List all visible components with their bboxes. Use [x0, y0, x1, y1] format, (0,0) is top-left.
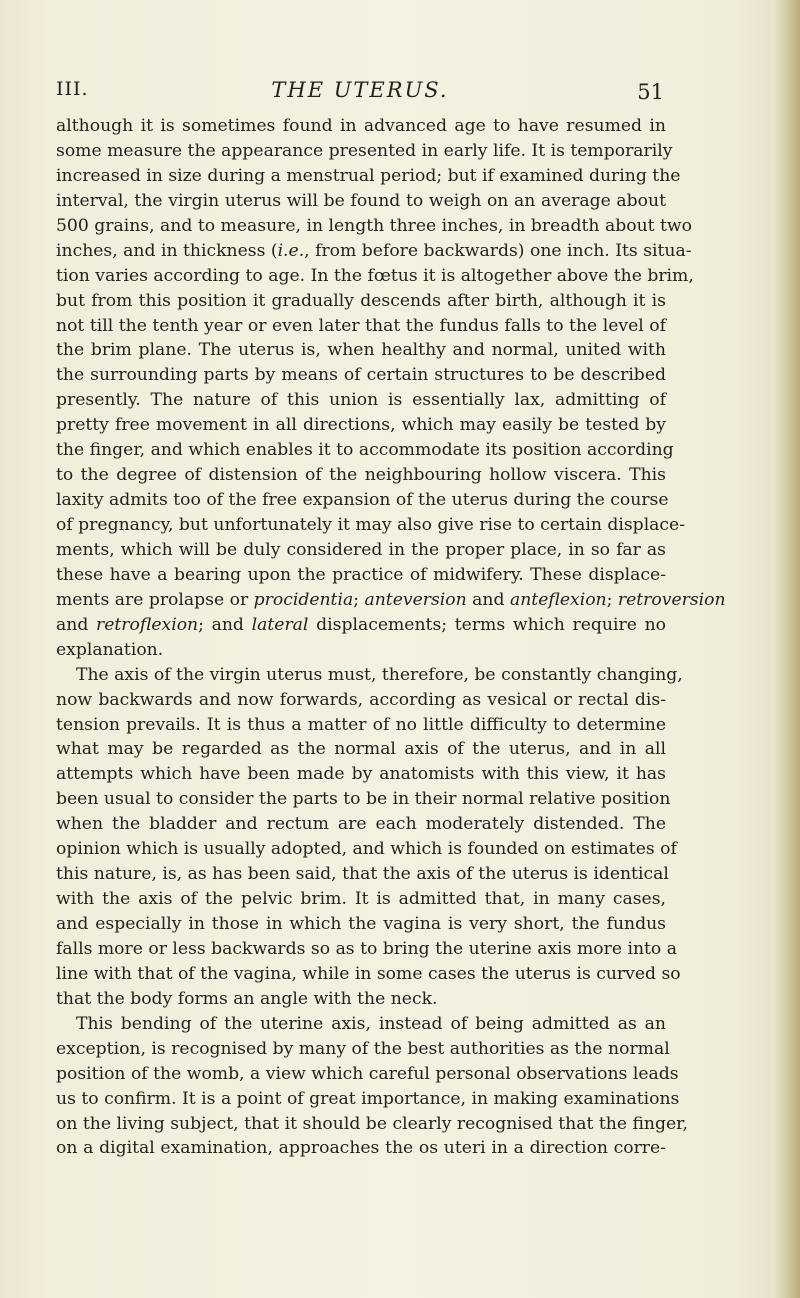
text-line: increased in size during a menstrual period; but if examined during the — [56, 165, 681, 186]
page-edge-shadow — [774, 0, 800, 1298]
text-line: tion varies according to age. In the fœtus it is altogether above the brim, — [56, 265, 694, 286]
text-line: opinion which is usually adopted, and which is founded on estimates of — [56, 839, 677, 860]
text-line: on the living subject, that it should be clearly recognised that the finger, — [56, 1113, 688, 1134]
text-line: attempts which have been made by anatomists with this view, it has — [56, 764, 666, 785]
text-line: This bending of the uterine axis, instead of being admitted as an — [76, 1013, 666, 1034]
text-line: with the axis of the pelvic brim. It is admitted that, in many cases, — [56, 889, 666, 910]
text-line: been usual to consider the parts to be in their normal relative position — [56, 789, 671, 810]
chapter-number: III. — [56, 78, 89, 100]
running-title: THE UTERUS. — [271, 78, 449, 102]
text-line: when the bladder and rectum are each moderately distended. The — [56, 814, 666, 835]
text-line: these have a bearing upon the practice of midwifery. These displace- — [56, 564, 666, 585]
text-line: tension prevails. It is thus a matter of no little difficulty to determine — [56, 714, 666, 735]
text-line: some measure the appearance presented in early life. It is temporarily — [56, 140, 673, 161]
text-line: that the body forms an angle with the neck. — [56, 988, 438, 1009]
text-line: to the degree of distension of the neighbouring hollow viscera. This — [56, 465, 666, 486]
text-line: the brim plane. The uterus is, when healthy and normal, united with — [56, 340, 666, 361]
text-line: exception, is recognised by many of the best authorities as the normal — [56, 1038, 670, 1059]
text-line: interval, the virgin uterus will be found to weigh on an average about — [56, 190, 666, 211]
text-line: 500 grains, and to measure, in length three inches, in breadth about two — [56, 215, 692, 236]
body-text — [56, 114, 726, 1161]
text-line: and retroflexion; and lateral displacements; terms which require no — [56, 614, 666, 635]
text-line: falls more or less backwards so as to bring the uterine axis more into a — [56, 938, 677, 959]
text-line: The axis of the virgin uterus must, therefore, be constantly changing, — [76, 664, 683, 685]
page-number: 51 — [637, 80, 664, 104]
text-line: of pregnancy, but unfortunately it may also give rise to certain displace- — [56, 515, 686, 535]
text-line: inches, and in thickness (i.e., from before backwards) one inch. Its situa- — [56, 240, 692, 261]
text-line: now backwards and now forwards, according as vesical or rectal dis- — [56, 689, 666, 710]
text-line: laxity admits too of the free expansion of the uterus during the course — [56, 490, 669, 511]
text-line: position of the womb, a view which careful personal observations leads — [56, 1063, 679, 1084]
text-line: explanation. — [56, 639, 164, 660]
text-line: this nature, is, as has been said, that the axis of the uterus is identical — [56, 864, 669, 885]
text-line: the finger, and which enables it to accommodate its position according — [56, 440, 674, 461]
text-line: on a digital examination, approaches the os uteri in a direction corre- — [56, 1138, 666, 1159]
text-line: us to confirm. It is a point of great importance, in making examinations — [56, 1088, 680, 1109]
text-line: ments are prolapse or procidentia; anteversion and anteflexion; retroversion — [56, 589, 726, 610]
text-line: pretty free movement in all directions, which may easily be tested by — [56, 415, 666, 436]
text-line: not till the tenth year or even later that the fundus falls to the level of — [56, 315, 666, 336]
text-line: presently. The nature of this union is essentially lax, admitting of — [56, 390, 666, 411]
text-line: what may be regarded as the normal axis of the uterus, and in all — [56, 739, 666, 760]
text-line: line with that of the vagina, while in some cases the uterus is curved so — [56, 963, 681, 984]
text-line: the surrounding parts by means of certain structures to be described — [56, 365, 666, 386]
text-line: and especially in those in which the vagina is very short, the fundus — [56, 914, 666, 934]
text-line: but from this position it gradually descends after birth, although it is — [56, 290, 666, 311]
page-header — [56, 78, 664, 108]
text-line: ments, which will be duly considered in the proper place, in so far as — [56, 539, 666, 560]
text-line: although it is sometimes found in advanced age to have resumed in — [56, 116, 666, 136]
